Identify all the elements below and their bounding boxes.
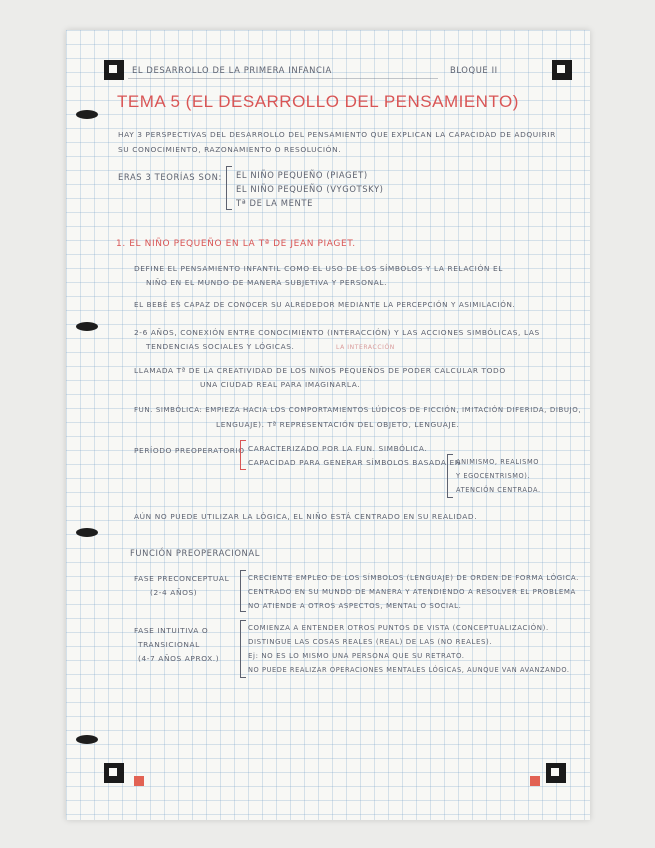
phase-text: DISTINGUE LAS COSAS REALES (REAL) DE LAS (NO REALES). bbox=[248, 638, 493, 646]
phase-text: NO ATIENDE A OTROS ASPECTOS, MENTAL O SOCIAL. bbox=[248, 602, 462, 610]
red-square-marker bbox=[530, 776, 540, 786]
phase-text: CRECIENTE EMPLEO DE LOS SÍMBOLOS (LENGUAJE) DE ORDEN DE FORMA LÓGICA. bbox=[248, 574, 579, 582]
phase-label: TRANSICIONAL bbox=[138, 640, 200, 649]
bullet-text: TENDENCIAS SOCIALES Y LÓGICAS. bbox=[146, 342, 295, 351]
bullet-text: 2-6 AÑOS, CONEXIÓN ENTRE CONOCIMIENTO (INTERACCIÓN) Y LAS ACCIONES SIMBÓLICAS, LAS bbox=[134, 328, 540, 337]
theories-label: ERAS 3 TEORÍAS SON: bbox=[118, 172, 222, 182]
bracket bbox=[226, 166, 232, 210]
binder-hole bbox=[76, 322, 98, 331]
intro-line: HAY 3 PERSPECTIVAS DEL DESARROLLO DEL PENSAMIENTO QUE EXPLICAN LA CAPACIDAD DE ADQUIRIR bbox=[118, 130, 556, 139]
phase-text: CENTRADO EN SU MUNDO DE MANERA Y ATENDIENDO A RESOLVER EL PROBLEMA bbox=[248, 588, 576, 596]
red-square-marker bbox=[134, 776, 144, 786]
bullet-text: LENGUAJE). Tª REPRESENTACIÓN DEL OBJETO, LENGUAJE. bbox=[216, 420, 460, 429]
section-1-title: 1. EL NIÑO PEQUEÑO EN LA Tª DE JEAN PIAGET. bbox=[116, 239, 356, 249]
corner-marker-icon bbox=[104, 60, 124, 80]
bracket bbox=[240, 620, 246, 678]
corner-marker-icon bbox=[104, 763, 124, 783]
theory-item: Tª DE LA MENTE bbox=[236, 198, 313, 208]
bullet-text: LLAMADA Tª DE LA CREATIVIDAD DE LOS NIÑOS PEQUEÑOS DE PODER CALCULAR TODO bbox=[134, 366, 506, 375]
phase-label: FASE PRECONCEPTUAL bbox=[134, 574, 230, 583]
bullet-text: CAPACIDAD PARA GENERAR SÍMBOLOS BASADA EN bbox=[248, 458, 461, 467]
bullet-sub: ANIMISMO, REALISMO bbox=[456, 458, 540, 466]
bullet-label: PERÍODO PREOPERATORIO bbox=[134, 446, 245, 455]
bullet-text: AÚN NO PUEDE UTILIZAR LA LÓGICA, EL NIÑO ESTÁ CENTRADO EN SU REALIDAD. bbox=[134, 512, 478, 521]
bullet-text: UNA CIUDAD REAL PARA IMAGINARLA. bbox=[200, 380, 361, 389]
binder-hole bbox=[76, 110, 98, 119]
theory-item: EL NIÑO PEQUEÑO (PIAGET) bbox=[236, 170, 368, 180]
phase-label: (4-7 AÑOS APROX.) bbox=[138, 654, 220, 663]
phase-label: (2-4 AÑOS) bbox=[150, 588, 198, 597]
phase-text: COMIENZA A ENTENDER OTROS PUNTOS DE VISTA (CONCEPTUALIZACIÓN). bbox=[248, 624, 549, 632]
bracket bbox=[447, 454, 453, 498]
bullet-text: CARACTERIZADO POR LA FUN. SIMBÓLICA. bbox=[248, 444, 428, 453]
bullet-text: EL BEBÉ ES CAPAZ DE CONOCER SU ALREDEDOR MEDIANTE LA PERCEPCIÓN Y ASIMILACIÓN. bbox=[134, 300, 516, 309]
bullet-sub: Y EGOCENTRISMO). bbox=[456, 472, 531, 480]
binder-hole bbox=[76, 528, 98, 537]
bullet-text: NIÑO EN EL MUNDO DE MANERA SUBJETIVA Y PERSONAL. bbox=[146, 278, 388, 287]
section-2-title: FUNCIÓN PREOPERACIONAL bbox=[130, 548, 260, 558]
side-note: LA INTERACCIÓN bbox=[336, 344, 395, 351]
binder-hole bbox=[76, 735, 98, 744]
corner-marker-icon bbox=[552, 60, 572, 80]
bullet-text: DEFINE EL PENSAMIENTO INFANTIL COMO EL USO DE LOS SÍMBOLOS Y LA RELACIÓN EL bbox=[134, 264, 503, 273]
phase-label: FASE INTUITIVA O bbox=[134, 626, 209, 635]
header-topic: EL DESARROLLO DE LA PRIMERA INFANCIA bbox=[132, 65, 332, 75]
phase-text: NO PUEDE REALIZAR OPERACIONES MENTALES LÓGICAS, AUNQUE VAN AVANZANDO. bbox=[248, 666, 570, 674]
theory-item: EL NIÑO PEQUEÑO (VYGOTSKY) bbox=[236, 184, 384, 194]
header-rule bbox=[128, 78, 438, 79]
header-block: BLOQUE II bbox=[450, 65, 498, 75]
intro-line: SU CONOCIMIENTO, RAZONAMIENTO O RESOLUCIÓN. bbox=[118, 145, 342, 154]
bracket bbox=[240, 440, 246, 470]
phase-text: Ej: NO ES LO MISMO UNA PERSONA QUE SU RETRATO. bbox=[248, 652, 465, 660]
bracket bbox=[240, 570, 246, 612]
bullet-sub: ATENCIÓN CENTRADA. bbox=[456, 486, 541, 494]
corner-marker-icon bbox=[546, 763, 566, 783]
bullet-text: FUN. SIMBÓLICA: EMPIEZA HACIA LOS COMPORTAMIENTOS LÚDICOS DE FICCIÓN, IMITACIÓN DIFERIDA, DIBUJO, bbox=[134, 406, 582, 414]
page-title: TEMA 5 (EL DESARROLLO DEL PENSAMIENTO) bbox=[117, 92, 519, 111]
